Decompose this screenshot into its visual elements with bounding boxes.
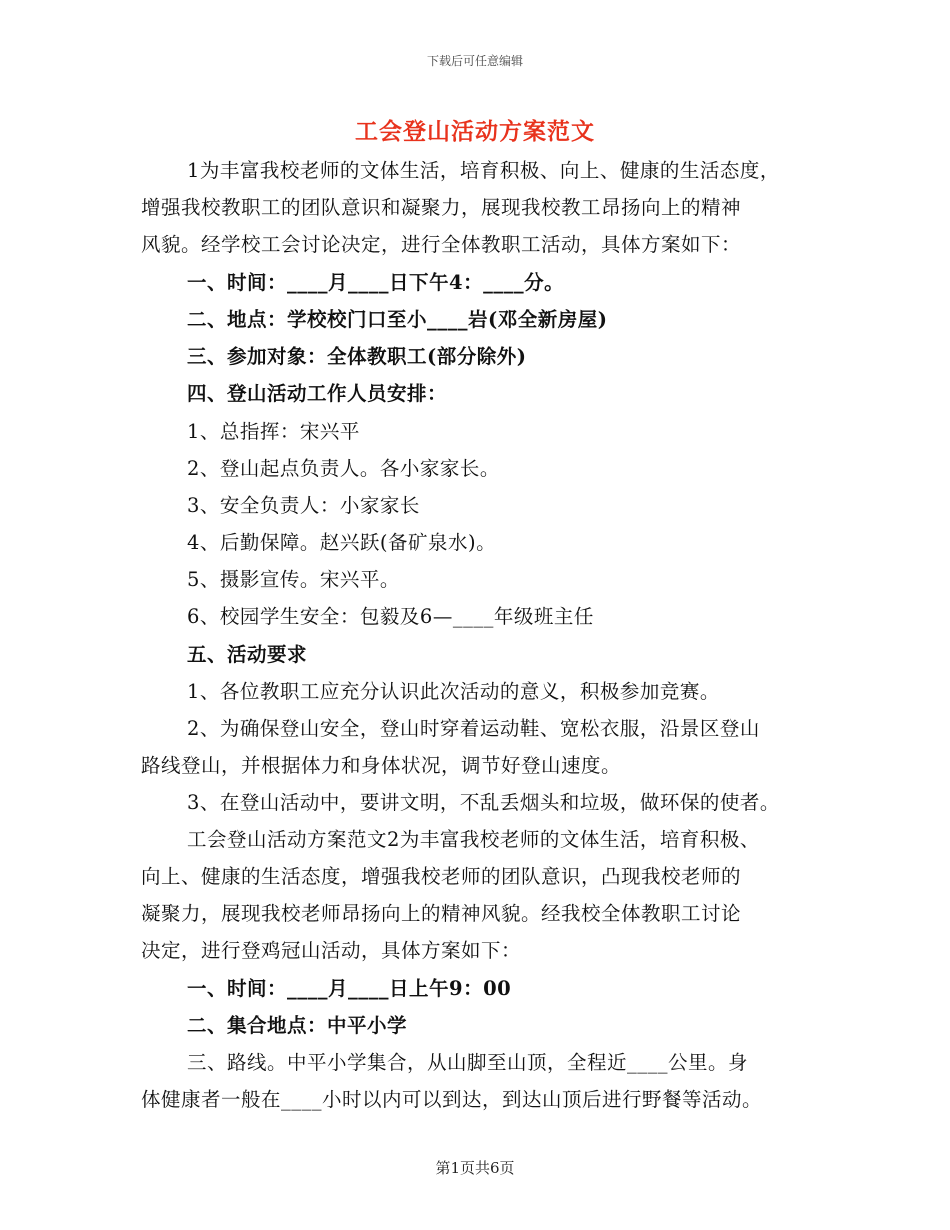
section-heading: 三、参加对象：全体教职工(部分除外) bbox=[187, 345, 527, 368]
section-heading: 一、时间：____月____日下午4：____分。 bbox=[187, 271, 565, 294]
section-heading: 一、时间：____月____日上午9：00 bbox=[187, 977, 512, 1000]
list-item: 4、后勤保障。赵兴跃(备矿泉水)。 bbox=[187, 531, 497, 554]
paragraph-line: 决定，进行登鸡冠山活动，具体方案如下： bbox=[141, 939, 522, 962]
list-item: 2、为确保登山安全，登山时穿着运动鞋、宽松衣服，沿景区登山 bbox=[187, 717, 760, 740]
paragraph-line: 路线登山，并根据体力和身体状况，调节好登山速度。 bbox=[141, 754, 622, 777]
page-header: 下载后可任意编辑 bbox=[426, 54, 523, 68]
paragraph-line: 向上、健康的生活态度，增强我校老师的团队意识，凸现我校老师的 bbox=[141, 865, 742, 888]
page-footer: 第1页共6页 bbox=[435, 1159, 515, 1177]
section-heading: 二、集合地点：中平小学 bbox=[187, 1014, 408, 1037]
section-heading: 五、活动要求 bbox=[187, 643, 308, 666]
list-item: 2、登山起点负责人。各小家家长。 bbox=[187, 457, 500, 480]
list-item: 5、摄影宣传。宋兴平。 bbox=[187, 568, 400, 591]
paragraph-line: 体健康者一般在____小时以内可以到达，到达山顶后进行野餐等活动。 bbox=[141, 1088, 763, 1111]
paragraph-line: 1为丰富我校老师的文体生活，培育积极、向上、健康的生活态度， bbox=[187, 159, 780, 182]
list-item: 6、校园学生安全：包毅及6—____年级班主任 bbox=[187, 605, 594, 628]
list-item: 3、安全负责人：小家家长 bbox=[187, 494, 420, 517]
section-heading: 二、地点：学校校门口至小____岩(邓全新房屋) bbox=[187, 308, 608, 331]
section-heading: 四、登山活动工作人员安排： bbox=[187, 382, 448, 405]
paragraph-line: 风貌。经学校工会讨论决定，进行全体教职工活动，具体方案如下： bbox=[141, 233, 742, 256]
paragraph-line: 凝聚力，展现我校老师昂扬向上的精神风貌。经我校全体教职工讨论 bbox=[141, 902, 742, 925]
document-title: 工会登山活动方案范文 bbox=[355, 118, 595, 145]
list-item: 3、在登山活动中，要讲文明，不乱丢烟头和垃圾，做环保的使者。 bbox=[187, 791, 780, 814]
paragraph-line: 增强我校教职工的团队意识和凝聚力，展现我校教工昂扬向上的精神 bbox=[141, 196, 742, 219]
paragraph-line: 工会登山活动方案范文2为丰富我校老师的文体生活，培育积极、 bbox=[187, 828, 760, 851]
list-item: 1、总指挥：宋兴平 bbox=[187, 420, 360, 443]
list-item: 1、各位教职工应充分认识此次活动的意义，积极参加竞赛。 bbox=[187, 680, 720, 703]
paragraph-line: 三、路线。中平小学集合，从山脚至山顶，全程近____公里。身 bbox=[187, 1051, 749, 1074]
